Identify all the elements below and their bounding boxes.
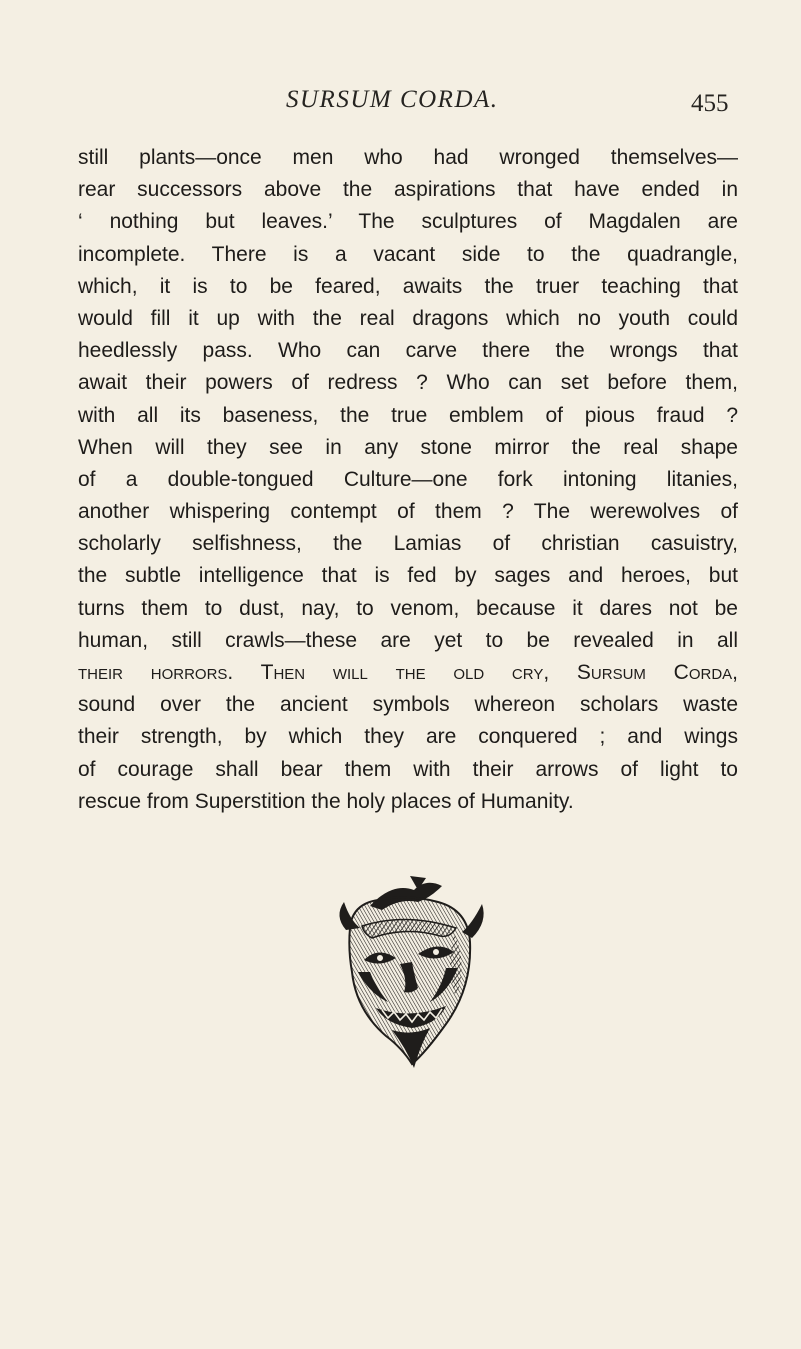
gargoyle-head-icon bbox=[322, 868, 492, 1068]
text-line: another whispering contempt of them ? The werewolves of bbox=[78, 500, 738, 524]
text-line: rear successors above the aspirations that have ended in bbox=[78, 178, 738, 202]
page-number: 455 bbox=[691, 90, 729, 117]
text-line: their horrors. Then will the old cry, Sursum Corda, bbox=[78, 661, 738, 684]
text-line: which, it is to be feared, awaits the truer teaching that bbox=[78, 274, 738, 298]
text-line: scholarly selfishness, the Lamias of christian casuistry, bbox=[78, 532, 738, 556]
text-line: rescue from Superstition the holy places of Humanity. bbox=[78, 789, 574, 813]
text-line: turns them to dust, nay, to venom, because it dares not be bbox=[78, 596, 738, 620]
text-line: human, still crawls—these are yet to be revealed in all bbox=[78, 628, 738, 652]
text-line: still plants—once men who had wronged themselves— bbox=[78, 146, 738, 169]
text-line: their strength, by which they are conquered ; and wings bbox=[78, 725, 738, 749]
text-line: the subtle intelligence that is fed by sages and heroes, but bbox=[78, 564, 738, 588]
text-line: await their powers of redress ? Who can set before them, bbox=[78, 371, 738, 395]
text-line: would fill it up with the real dragons which no youth could bbox=[78, 306, 738, 330]
text-line: with all its baseness, the true emblem of pious fraud ? bbox=[78, 403, 738, 427]
running-header bbox=[0, 86, 801, 122]
text-line: of a double-tongued Culture—one fork intoning litanies, bbox=[78, 467, 738, 491]
text-line: of courage shall bear them with their arrows of light to bbox=[78, 757, 738, 781]
text-line: ‘ nothing but leaves.’ The sculptures of Magdalen are bbox=[78, 210, 738, 234]
body-paragraph bbox=[78, 142, 738, 818]
text-line: When will they see in any stone mirror the real shape bbox=[78, 435, 738, 459]
text-line: heedlessly pass. Who can carve there the wrongs that bbox=[78, 339, 738, 363]
text-line: sound over the ancient symbols whereon scholars waste bbox=[78, 693, 738, 717]
text-line: incomplete. There is a vacant side to the quadrangle, bbox=[78, 242, 738, 266]
running-title: SURSUM CORDA. bbox=[286, 86, 499, 113]
